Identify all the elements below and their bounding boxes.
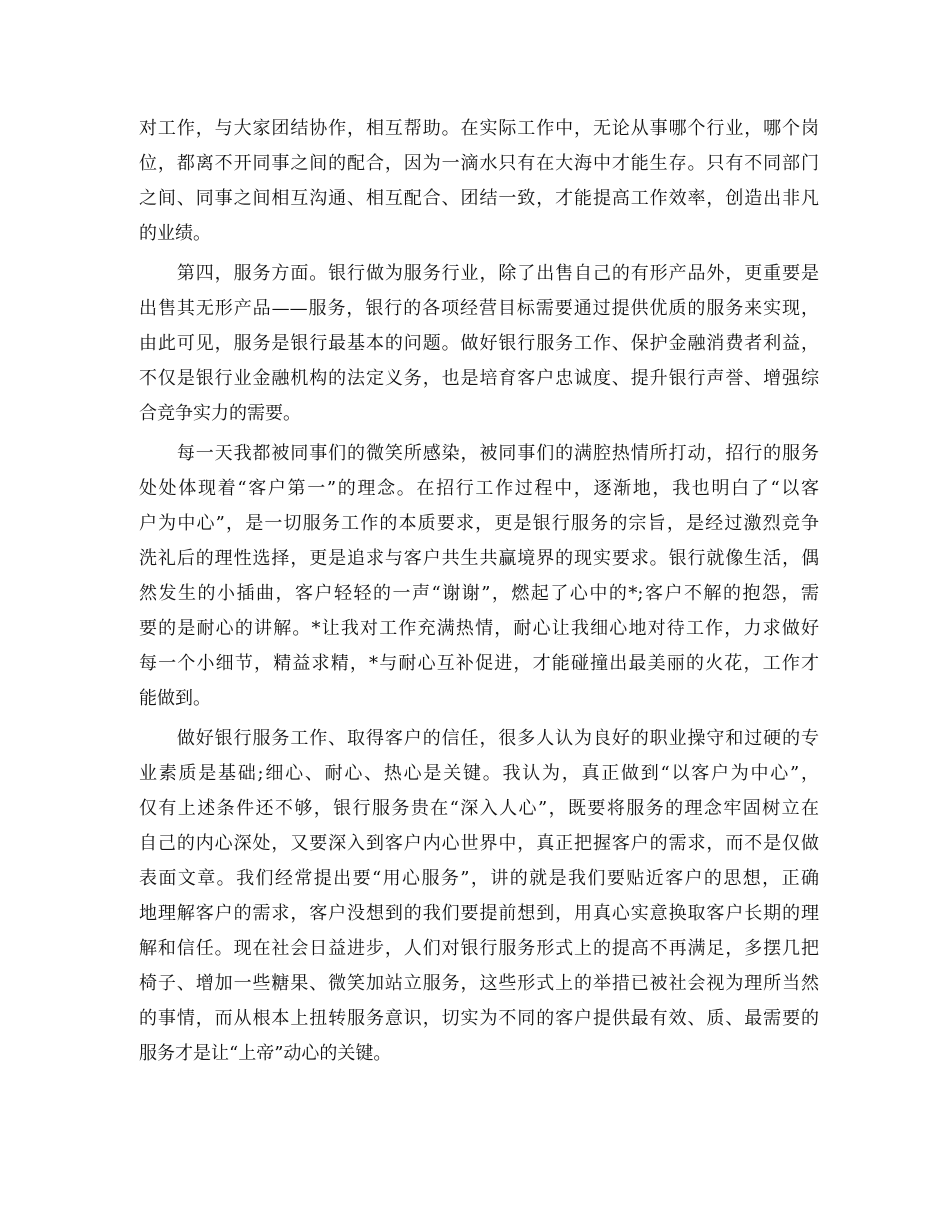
text-line: 要的是耐心的讲解。*让我对工作充满热情，耐心让我细心地对待工作，力求做好 [139,618,819,639]
text-line: 位，都离不开同事之间的配合，因为一滴水只有在大海中才能生存。只有不同部门 [139,153,819,174]
text-line: 每一个小细节，精益求精，*与耐心互补促进，才能碰撞出最美丽的火花，工作才 [139,653,819,674]
paragraph-customer-first [139,436,819,716]
text-line: 业素质是基础;细心、耐心、热心是关键。我认为，真正做到“以客户为中心”， [139,763,819,784]
text-line: 每一天我都被同事们的微笑所感染，被同事们的满腔热情所打动，招行的服务 [139,443,819,464]
text-line: 的事情，而从根本上扭转服务意识，切实为不同的客户提供最有效、质、最需要的 [139,1008,819,1029]
document-body [139,111,819,1071]
text-line: 出售其无形产品——服务，银行的各项经营目标需要通过提供优质的服务来实现， [139,298,819,319]
text-line: 能做到。 [139,688,211,709]
text-line: 服务才是让“上帝”动心的关键。 [139,1043,392,1064]
paragraph-customer-trust [139,721,819,1071]
text-line: 对工作，与大家团结协作，相互帮助。在实际工作中，无论从事哪个行业，哪个岗 [139,118,819,139]
paragraph-teamwork [139,111,819,251]
paragraph-service-aspect [139,256,819,431]
text-line: 处处体现着“客户第一”的理念。在招行工作过程中，逐渐地，我也明白了“以客 [139,478,819,499]
text-line: 户为中心”，是一切服务工作的本质要求，更是银行服务的宗旨，是经过激烈竞争 [139,513,819,534]
text-line: 地理解客户的需求，客户没想到的我们要提前想到，用真心实意换取客户长期的理 [139,903,819,924]
text-line: 之间、同事之间相互沟通、相互配合、团结一致，才能提高工作效率，创造出非凡 [139,188,819,209]
text-line: 仅有上述条件还不够，银行服务贵在“深入人心”，既要将服务的理念牢固树立在 [139,798,819,819]
text-line: 由此可见，服务是银行最基本的问题。做好银行服务工作、保护金融消费者利益， [139,333,819,354]
text-line: 自己的内心深处，又要深入到客户内心世界中，真正把握客户的需求，而不是仅做 [139,833,819,854]
text-line: 表面文章。我们经常提出要“用心服务”，讲的就是我们要贴近客户的思想，正确 [139,868,819,889]
text-line: 第四，服务方面。银行做为服务行业，除了出售自己的有形产品外，更重要是 [139,263,819,284]
text-line: 椅子、增加一些糖果、微笑加站立服务，这些形式上的举措已被社会视为理所当然 [139,973,819,994]
text-line: 做好银行服务工作、取得客户的信任，很多人认为良好的职业操守和过硬的专 [139,728,819,749]
text-line: 的业绩。 [139,223,211,244]
text-line: 洗礼后的理性选择，更是追求与客户共生共赢境界的现实要求。银行就像生活，偶 [139,548,819,569]
text-line: 合竞争实力的需要。 [139,403,301,424]
text-line: 不仅是银行业金融机构的法定义务，也是培育客户忠诚度、提升银行声誉、增强综 [139,368,819,389]
text-line: 解和信任。现在社会日益进步，人们对银行服务形式上的提高不再满足，多摆几把 [139,938,819,959]
text-line: 然发生的小插曲，客户轻轻的一声“谢谢”，燃起了心中的*;客户不解的抱怨，需 [139,583,819,604]
